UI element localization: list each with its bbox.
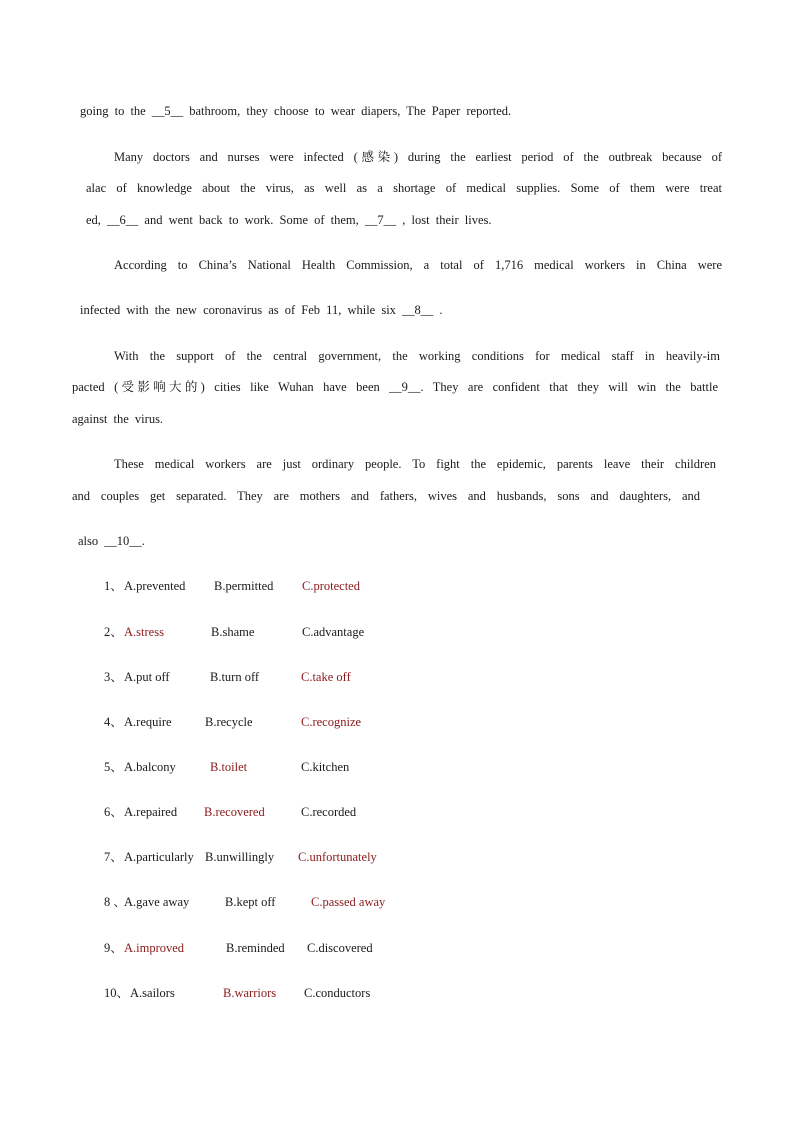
option-choice-c: C.discovered	[307, 941, 373, 955]
option-choice-b: B.toilet	[210, 760, 248, 774]
option-choice-c: C.take off	[301, 670, 351, 684]
option-choice-b: B.unwillingly	[205, 850, 275, 864]
passage-line: infected with the new coronavirus as of Feb 11, while six __8__ .	[80, 303, 443, 317]
option-number: 6、	[104, 805, 123, 819]
option-choice-b: B.recycle	[205, 715, 253, 729]
passage-line: pacted (受影响大的) cities like Wuhan have been __9__. They are confident that they will win the battle	[72, 380, 718, 394]
option-choice-c: C.kitchen	[301, 760, 350, 774]
option-choice-b: B.recovered	[204, 805, 265, 819]
option-choice-c: C.passed away	[311, 895, 386, 909]
option-number: 8 、	[104, 895, 126, 909]
passage-line: These medical workers are just ordinary people. To fight the epidemic, parents leave their children	[114, 457, 716, 471]
option-choice-a: A.gave away	[124, 895, 190, 909]
option-choice-a: A.particularly	[124, 850, 194, 864]
passage-line: and couples get separated. They are mothers and fathers, wives and husbands, sons and daughters, and	[72, 489, 700, 503]
option-choice-a: A.put off	[124, 670, 170, 684]
option-choice-a: A.sailors	[130, 986, 175, 1000]
option-choice-c: C.recorded	[301, 805, 357, 819]
passage-line: With the support of the central government, the working conditions for medical staff in heavily-im	[114, 349, 720, 363]
option-choice-c: C.conductors	[304, 986, 371, 1000]
option-number: 1、	[104, 579, 123, 593]
option-number: 3、	[104, 670, 123, 684]
option-number: 5、	[104, 760, 123, 774]
option-choice-c: C.advantage	[302, 625, 365, 639]
option-choice-c: C.recognize	[301, 715, 362, 729]
passage-line: also __10__.	[78, 534, 145, 548]
passage-line: According to China’s National Health Commission, a total of 1,716 medical workers in China were	[114, 258, 722, 272]
passage-line: Many doctors and nurses were infected (感染) during the earliest period of the outbreak because of	[114, 150, 722, 164]
option-choice-c: C.protected	[302, 579, 360, 593]
option-choice-b: B.shame	[211, 625, 255, 639]
option-choice-b: B.warriors	[223, 986, 277, 1000]
passage-line: against the virus.	[72, 412, 164, 426]
option-choice-b: B.kept off	[225, 895, 276, 909]
option-choice-a: A.balcony	[124, 760, 176, 774]
option-choice-b: B.reminded	[226, 941, 285, 955]
passage-line: alac of knowledge about the virus, as well as a shortage of medical supplies. Some of them were treat	[86, 181, 722, 195]
option-choice-a: A.stress	[124, 625, 164, 639]
option-number: 10、	[104, 986, 130, 1000]
option-choice-b: B.permitted	[214, 579, 274, 593]
option-choice-a: A.repaired	[124, 805, 178, 819]
option-choice-a: A.prevented	[124, 579, 186, 593]
option-number: 2、	[104, 625, 123, 639]
option-choice-c: C.unfortunately	[298, 850, 377, 864]
passage-line: ed, __6__ and went back to work. Some of them, __7__ , lost their lives.	[86, 213, 492, 227]
option-number: 7、	[104, 850, 123, 864]
option-number: 4、	[104, 715, 123, 729]
option-number: 9、	[104, 941, 123, 955]
option-choice-b: B.turn off	[210, 670, 260, 684]
option-choice-a: A.improved	[124, 941, 185, 955]
option-choice-a: A.require	[124, 715, 172, 729]
passage-line: going to the __5__ bathroom, they choose to wear diapers, The Paper reported.	[80, 104, 512, 118]
